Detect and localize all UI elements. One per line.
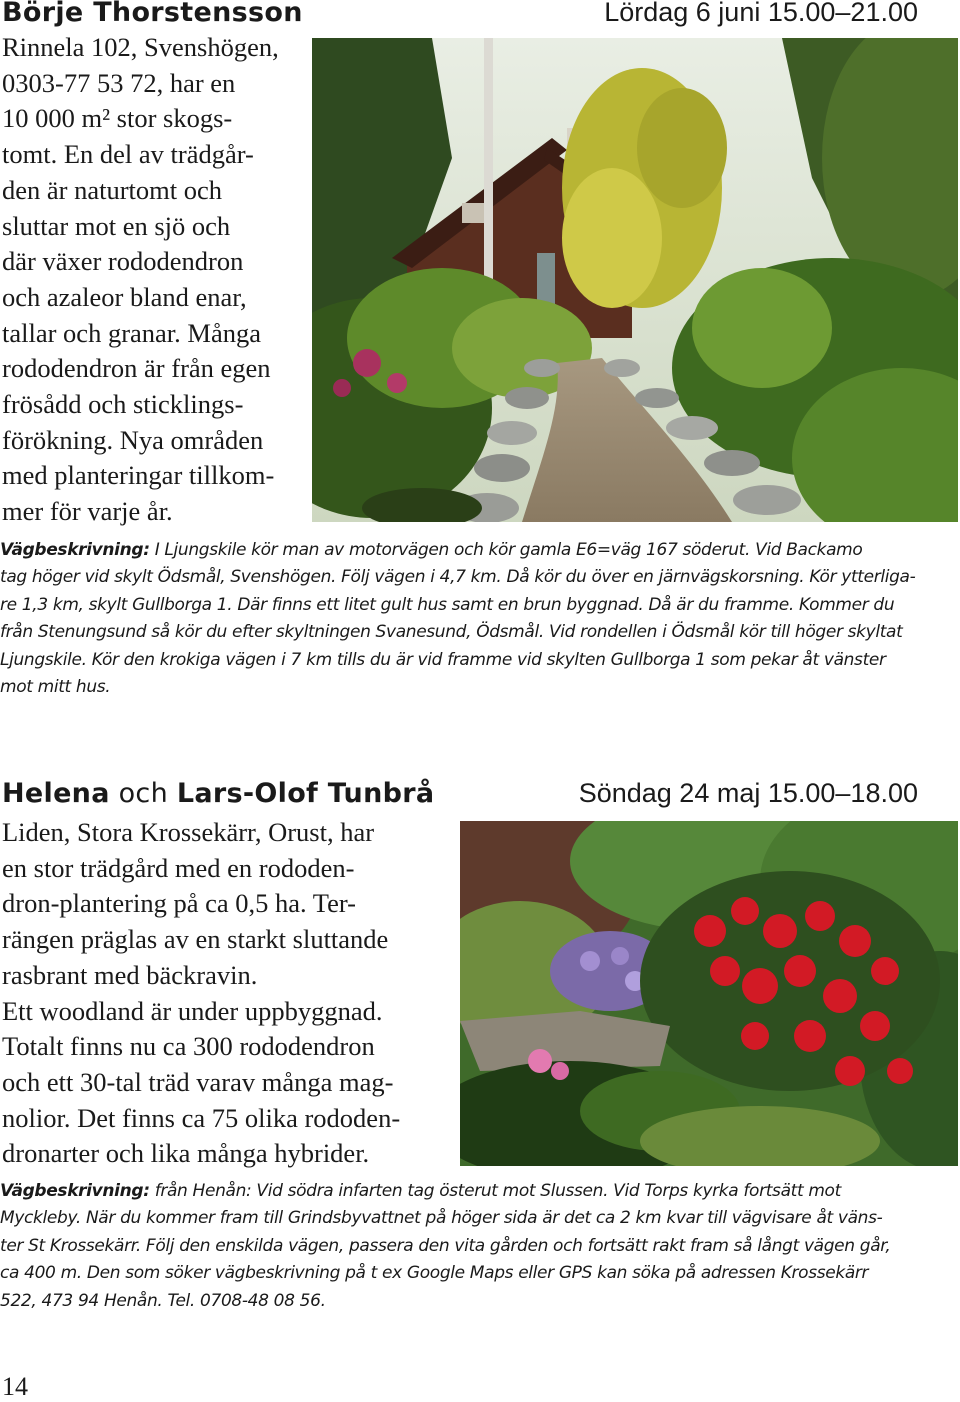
description-line: dron-plantering på ca 0,5 ha. Ter-	[2, 888, 356, 919]
garden-photo-illustration	[312, 38, 958, 522]
owner-name-part: Helena	[2, 778, 110, 809]
directions-line: ca 400 m. Den som söker vägbeskrivning på t ex Google Maps eller GPS kan söka på adressen Krossekärr	[0, 1263, 869, 1284]
garden-photo-illustration	[460, 821, 958, 1166]
description-line: dronarter och lika många hybrider.	[2, 1138, 370, 1169]
description-line: den är naturtomt och	[2, 174, 223, 205]
directions-line	[0, 537, 958, 564]
owner-name	[2, 778, 434, 809]
directions-line: ter St Krossekärr. Följ den enskilda vägen, passera den vita gården och fortsätt rakt fram så långt vägen går,	[0, 1235, 891, 1256]
page-number: 14	[2, 1372, 28, 1401]
directions-label: Vägbeskrivning:	[0, 540, 150, 560]
owner-name-part: Lars-Olof Tunbrå	[176, 778, 435, 809]
directions-line: 522, 473 94 Henån. Tel. 0708-48 08 56.	[0, 1290, 326, 1311]
description-line: mer för varje år.	[2, 496, 173, 527]
description-line: rododendron är från egen	[2, 353, 271, 384]
description-line: tallar och granar. Många	[2, 317, 261, 348]
directions-line: mot mitt hus.	[0, 677, 111, 698]
directions-line: Ljungskile. Kör den krokiga vägen i 7 km tills du är vid framme vid skylten Gullborga 1 som pekar åt vänster	[0, 649, 886, 670]
description-line: och azaleor bland enar,	[2, 281, 247, 312]
description-line: rasbrant med bäckravin.	[2, 959, 258, 990]
owner-name	[2, 0, 303, 28]
description-line: rängen präglas av en starkt sluttande	[2, 924, 389, 955]
description-line: frösådd och sticklings-	[2, 389, 244, 420]
description-line: sluttar mot en sjö och	[2, 210, 231, 241]
owner-name-part: Börje Thorstensson	[2, 0, 303, 28]
description-line: en stor trädgård med en rododen-	[2, 852, 355, 883]
directions	[0, 537, 958, 701]
directions-line: tag höger vid skylt Ödsmål, Svenshögen. Följ vägen i 4,7 km. Då kör du över en järnvägskorsning. Kör ytterliga-	[0, 567, 916, 588]
description-line: Totalt finns nu ca 300 rododendron	[2, 1031, 375, 1062]
garden-photo-rhododendron	[460, 821, 958, 1166]
directions-line: re 1,3 km, skylt Gullborga 1. Där finns ett litet gult hus samt en brun byggnad. Då är du framme. Kommer du	[0, 594, 895, 615]
garden-description	[2, 30, 279, 530]
description-line: Liden, Stora Krossekärr, Orust, har	[2, 817, 375, 847]
owner-name-conjunction: och	[109, 778, 177, 809]
directions-line	[0, 1178, 958, 1205]
description-line: med planteringar tillkom-	[2, 460, 275, 491]
opening-date: Lördag 6 juni 15.00–21.00	[604, 0, 918, 27]
description-line: 10 000 m² stor skogs-	[2, 103, 233, 134]
opening-date: Söndag 24 maj 15.00–18.00	[578, 778, 918, 808]
garden-photo-house-path	[312, 38, 958, 522]
directions-line: Myckleby. När du kommer fram till Grindsbyvattnet på höger sida är det ca 2 km kvar till vägvisare åt väns-	[0, 1208, 883, 1229]
description-line: 0303-77 53 72, har en	[2, 67, 236, 98]
directions	[0, 1178, 958, 1315]
description-line: Rinnela 102, Svenshögen,	[2, 32, 279, 62]
garden-entry-tunbra	[0, 770, 960, 1330]
directions-line: från Stenungsund så kör du efter skyltningen Svanesund, Ödsmål. Vid rondellen i Ödsmål kör till höger skyltat	[0, 622, 903, 643]
description-line: där växer rododendron	[2, 246, 244, 277]
directions-text: I Ljungskile kör man av motorvägen och kör gamla E6=väg 167 söderut. Vid Backamo	[149, 540, 863, 560]
garden-description	[2, 815, 400, 1172]
description-line: Ett woodland är under uppbyggnad.	[2, 995, 383, 1026]
directions-label: Vägbeskrivning:	[0, 1181, 150, 1201]
description-line: nolior. Det finns ca 75 olika rododen-	[2, 1102, 401, 1133]
directions-text: från Henån: Vid södra infarten tag österut mot Slussen. Vid Torps kyrka fortsätt mot	[149, 1181, 841, 1201]
description-line: tomt. En del av trädgår-	[2, 139, 254, 170]
description-line: förökning. Nya områden	[2, 424, 264, 455]
description-line: och ett 30-tal träd varav många mag-	[2, 1066, 394, 1097]
